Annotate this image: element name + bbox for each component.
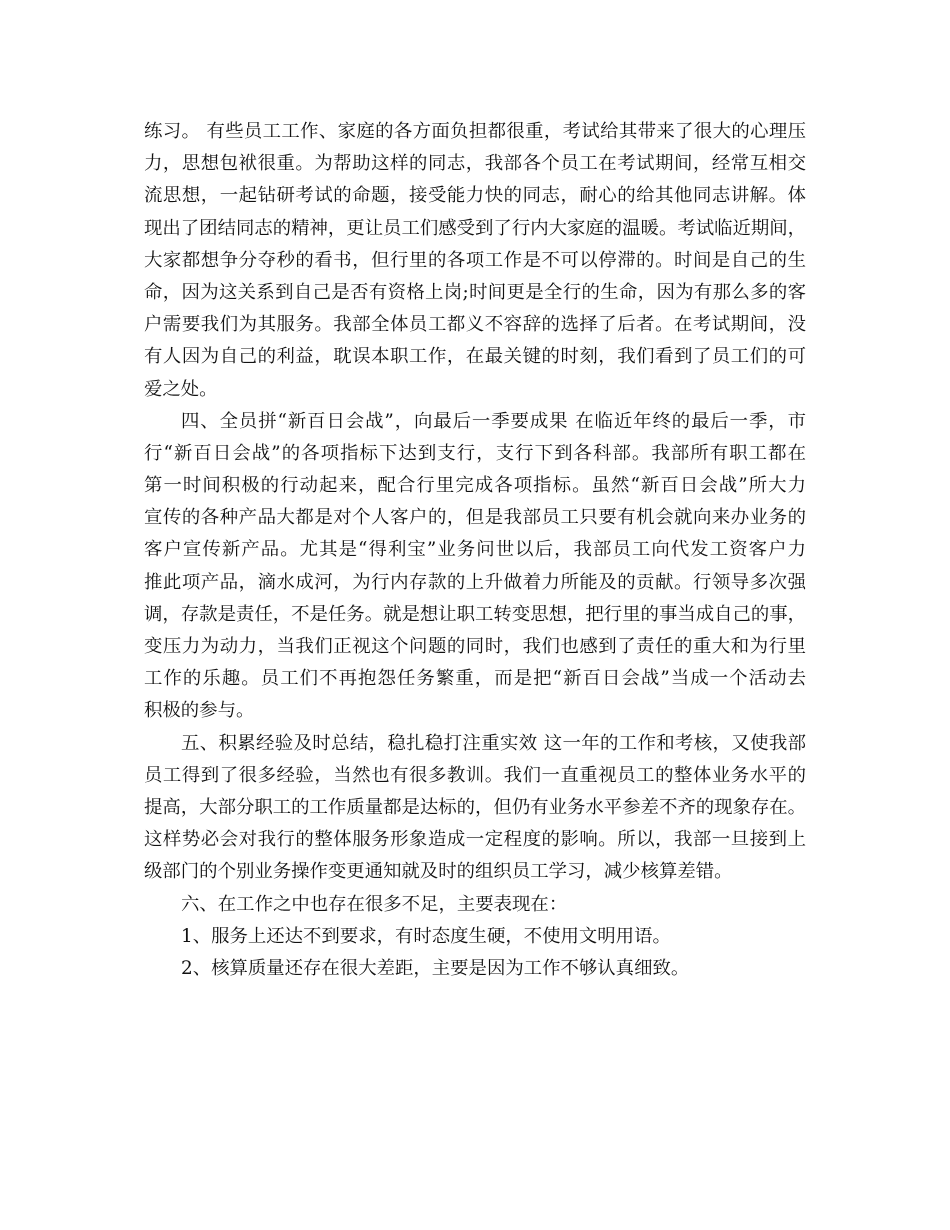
text-line: 第一时间积极的行动起来，配合行里完成各项指标。虽然“新百日会战”所大力 [144, 475, 806, 497]
text-line: 行“新百日会战”的各项指标下达到支行，支行下到各科部。我部所有职工都在 [144, 442, 806, 464]
text-line: 爱之处。 [144, 378, 218, 400]
list-item: 2、核算质量还存在很大差距，主要是因为工作不够认真细致。 [181, 957, 690, 979]
text-line: 变压力为动力，当我们正视这个问题的同时，我们也感到了责任的重大和为行里 [144, 636, 806, 657]
section-heading-line: 六、在工作之中也存在很多不足，主要表现在： [181, 893, 568, 915]
section-heading-line: 四、全员拼“新百日会战”，向最后一季要成果 在临近年终的最后一季，市 [181, 410, 806, 432]
section-heading-line: 五、积累经验及时总结，稳扎稳打注重实效 这一年的工作和考核，又使我部 [181, 732, 806, 754]
text-line: 这样势必会对我行的整体服务形象造成一定程度的影响。所以，我部一旦接到上 [144, 829, 806, 851]
text-line: 员工得到了很多经验，当然也有很多教训。我们一直重视员工的整体业务水平的 [144, 764, 806, 786]
text-line: 调，存款是责任，不是任务。就是想让职工转变思想，把行里的事当成自己的事， [144, 603, 807, 625]
text-line: 练习。 有些员工工作、家庭的各方面负担都很重，考试给其带来了很大的心理压 [144, 121, 806, 142]
document-body [144, 116, 806, 985]
text-line: 现出了团结同志的精神，更让员工们感受到了行内大家庭的温暖。考试临近期间， [144, 217, 807, 239]
text-line: 户需要我们为其服务。我部全体员工都义不容辞的选择了后者。在考试期间，没 [144, 314, 806, 336]
text-line: 推此项产品，滴水成河，为行内存款的上升做着力所能及的贡献。行领导多次强 [144, 571, 806, 593]
text-line: 力，思想包袱很重。为帮助这样的同志，我部各个员工在考试期间，经常互相交 [144, 153, 806, 175]
text-line: 提高，大部分职工的工作质量都是达标的，但仍有业务水平参差不齐的现象存在。 [144, 796, 807, 818]
text-line: 宣传的各种产品大都是对个人客户的，但是我部员工只要有机会就向来办业务的 [144, 507, 806, 529]
text-line: 流思想，一起钻研考试的命题，接受能力快的同志，耐心的给其他同志讲解。体 [144, 185, 806, 207]
text-line: 大家都想争分夺秒的看书，但行里的各项工作是不可以停滞的。时间是自己的生 [144, 249, 806, 271]
text-line: 级部门的个别业务操作变更通知就及时的组织员工学习，减少核算差错。 [144, 861, 733, 883]
text-line: 客户宣传新产品。尤其是“得利宝”业务问世以后，我部员工向代发工资客户力 [144, 539, 806, 561]
text-line: 命，因为这关系到自己是否有资格上岗;时间更是全行的生命，因为有那么多的客 [144, 281, 806, 303]
text-line: 积极的参与。 [144, 700, 255, 722]
text-line: 工作的乐趣。员工们不再抱怨任务繁重，而是把“新百日会战”当成一个活动去 [144, 668, 806, 690]
text-line: 有人因为自己的利益，耽误本职工作，在最关键的时刻，我们看到了员工们的可 [144, 346, 806, 368]
list-item: 1、服务上还达不到要求，有时态度生硬，不使用文明用语。 [181, 925, 671, 947]
